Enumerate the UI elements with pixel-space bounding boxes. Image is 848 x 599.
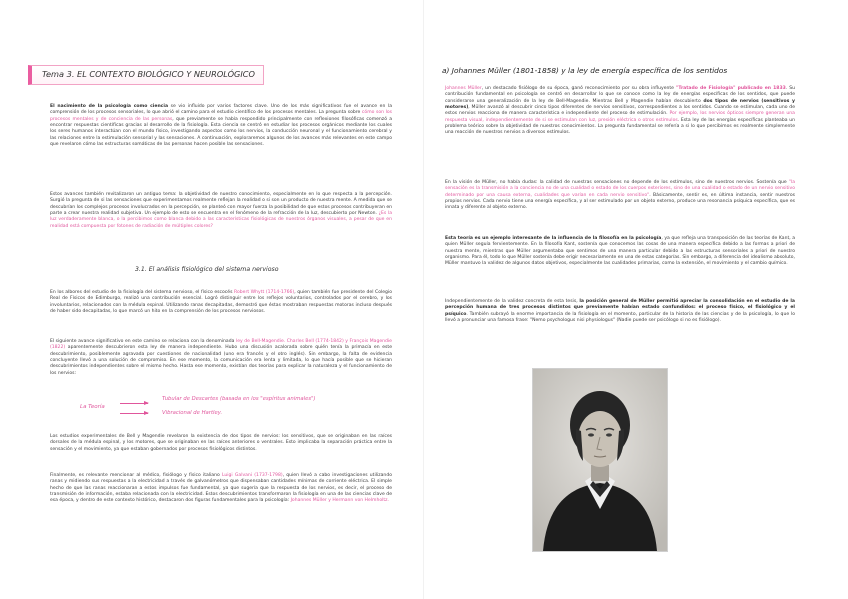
intro-lead: El nacimiento de la psicología como ciencia (50, 104, 169, 109)
teoria-item-tubular: Tubular de Descartes (basada en los "espíritus animales") (162, 396, 316, 402)
teoria-item-vibracional: Vibracional de Hartley. (162, 410, 223, 416)
paragraph-objectivity: Estos avances también revitalizaron un antiguo tema: la objetividad de nuestro conocimiento, especialmente en lo que respecta a la percepción. Surgió la pregunta de si las sensaciones que experimentamos realmente reflejan la realidad o si son un producto de nuestra mente. A medida que se descubrían los complejos procesos involucrados en la percepción, se planteó con mayor fuerza la posibilidad de que estos procesos contribuyeran en parte a crear nuestra realidad subjetiva. Un ejemplo de esto se encuentra en el fenómeno de la refracción de la luz, descubierto por Newton. ¿Es la luz verdaderamente blanca, o la percibimos como blanca debido a las características fisiológicas de nuestros órganos visuales, a pesar de que en realidad está compuesta por fotones de radiación de múltiples colores? (50, 192, 393, 229)
paragraph-kant-influence: Esta teoría es un ejemplo interesante de la influencia de la filosofía en la psicología, ya que refleja una transposición de las teorías de Kant, a quien Müller seguía fervientemente. En la filosofía Kant, sostenía que conocemos las cosas de una manera específica debido a las formas a priori de nuestra mente, mientras que Müller argumentaba que sentimos de una manera particular debido a las estructuras sensoriales a priori de nuestro organismo. Para él, todo lo que Müller sostenía debe erigir necesariamente en una de estas categorías. Sin embargo, a diferencia del idealismo absoluto, Müller mantuvo la validez de algunos datos objetivos, especialmente las cualidades primarias, como la extensión, el movimiento y el cambio químico. (445, 236, 795, 267)
section-title: 3.1. El análisis fisiológico del sistema nervioso (135, 266, 279, 273)
arrow-icon (120, 413, 148, 414)
right-section-title: a) Johannes Müller (1801-1858) y la ley de energía específica de los sentidos (442, 66, 728, 75)
paragraph-bell-magendie: El siguiente avance significativo en este camino se relaciona con la denominada ley de Bell-Magendie. Charles Bell (1774-1842) y François Magendie (1822) aparentemente descubrieron esta ley de manera independiente. Hubo una discusión acalorada sobre quién tenía la primacía en este descubrimiento, posiblemente agravada por cuestiones de nacionalidad (uno era francés y el otro inglés). Sin embargo, la falta de evidencia concluyente llevó a una solución de compromiso. En ese momento, la comunicación era lenta y limitada, lo que hacía posible que se hicieran descubrimientos independientes sobre el mismo hecho. Hasta ese momento, existían dos teorías para explicar la naturaleza y el funcionamiento de los nervios: (50, 339, 392, 376)
paragraph-muller-intro: Johannes Müller, un destacado fisiólogo de su época, ganó reconocimiento por su obra influyente "Tratado de Fisiología" publicado en 1833. Su contribución fundamental en psicología se centró en desarrollar lo que se conoce como la ley de energías específicas de los sentidos, que puede considerarse una generalización de la ley de Bell-Magendie. Mientras Bell y Magendie habían descubierto dos tipos de nervios (sensitivos y motores), Müller avanzó al descubrir cinco tipos diferentes de nervios sensitivos, correspondientes a los sentidos. Cuando se estimulan, cada uno de estos nervios reacciona de manera característica e independiente del proceso de estimulación. Por ejemplo, los nervios ópticos siempre generan una respuesta visual, independientemente de si se estimulan con luz, presión eléctrica o otros estímulos. Esta ley de las energías específicas planteaba un problema teórico sobre la objetividad de nuestros conocimientos. La pregunta fundamental se refería a si lo que percibimos es realmente simplemente una reacción de nuestros nervios a diversos estímulos. (445, 86, 796, 136)
portrait-johannes-muller (532, 368, 668, 552)
paragraph-nerve-types: Los estudios experimentales de Bell y Magendie revelaron la existencia de dos tipos de nervios: los sensitivos, que se originaban en las raíces dorsales de la médula espinal, y los motores, que se originaban en las raíces anteriores o ventrales. Esto implicaba la separación práctica entre la sensación y el movimiento, ya que estaban gobernados por procesos fisiológicos distintos. (50, 434, 392, 452)
paragraph-three-processes: Independientemente de la validez concreta de esta tesis, la posición general de Müller permitió apreciar la consolidación en el estudio de la percepción humana de tres procesos distintos que previamente habían estado confundidos: el proceso físico, el fisiológico y el psíquico. También subrayó la enorme importancia de la fisiología en el momento, particular de la historia de las ciencias y de la psicología, lo que lo llevó a pronunciar una famosa frase: "Nemo psychologus nisi physiologus" (Nadie puede ser psicólogo si no es fisiólogo). (445, 299, 795, 324)
page-divider (423, 0, 424, 599)
paragraph-galvani: Finalmente, es relevante mencionar al médico, fisiólogo y físico italiano Luigi Galvani (1737-1798), quien llevó a cabo investigaciones utilizando ranas y midiendo sus respuestas a la electricidad a través de galvanómetros que dispensaban cantidades mínimas de corriente eléctrica. El simple hecho de que las ranas reaccionaran a estos impulsos fue fundamental, ya que sugería que la respuesta de los nervios, es decir, el proceso de transmisión de información, estaba relacionada con la electricidad. Estos descubrimientos transformaron la fisiología en una de las ciencias clave de esa época, y dentro de este contexto histórico, destacaron dos figuras fundamentales para la psicología: Johannes Müller y Hermann von Helmholtz. (50, 473, 392, 504)
paragraph-muller-vision: En la visión de Müller, no había dudas: la calidad de nuestras sensaciones no depende de los estímulos, sino de nuestros nervios. Sostenía que "la sensación es la transmisión a la conciencia no de una cualidad o estado de los cuerpos exteriores, sino de una cualidad o estado de un nervio sensitivo determinado por una causa externa, cualidades que varían en cada nervio sensitivo". Básicamente, sentir es, en última instancia, sentir nuestros propios nervios. Cada nervio tiene una energía específica, y al ser estimulado por un objeto externo, produce una resonancia psíquica específica, que es innata y diferente al objeto externo. (445, 180, 796, 211)
arrow-icon (120, 403, 148, 404)
tema-title-box (28, 65, 264, 85)
teoria-label: La Teoría (80, 404, 105, 410)
paragraph-whytt: En los albores del estudio de la fisiología del sistema nervioso, el físico escocés Robert Whytt (1714-1766), quien también fue presidente del Colegio Real de Físicos de Edimburgo, realizó una contribución esencial. Logró distinguir entre los reflejos voluntarios, controlados por el cerebro, y los involuntarios, relacionados con la médula espinal. Utilizando ranas decapitadas, demostró que éstas mostraban respuestas motoras incluso después de haber sido decapitadas, lo que marcó un hito en la comprensión de los procesos nerviosos. (50, 290, 392, 315)
tema-title: Tema 3. EL CONTEXTO BIOLÓGICO Y NEUROLÓGICO (42, 69, 255, 79)
paragraph-intro: El nacimiento de la psicología como ciencia se vio influido por varios factores clave. Uno de los más significativos fue el avance en la comprensión de los procesos sensoriales, lo que abrió el camino para el estudio científico de los procesos mentales. La pregunta sobre cómo son los procesos mentales y de conciencia de las personas, que previamente se había respondido principalmente con reflexiones filosóficas comenzó a encontrar respuestas científicas gracias al desarrollo de la fisiología. Esta ciencia se centró en estudiar los procesos orgánicos mediante los cuales los seres humanos interactúan con el mundo físico, investigando aspectos como los nervios, la conducción neuronal y el funcionamiento cerebral y las relaciones entre la estimulación sensorial y las sensaciones. A continuación, exploraremos algunos de los avances más relevantes en este campo que revelaron cómo las estructuras somáticas de las personas hacen posible las sensaciones. (50, 104, 392, 148)
